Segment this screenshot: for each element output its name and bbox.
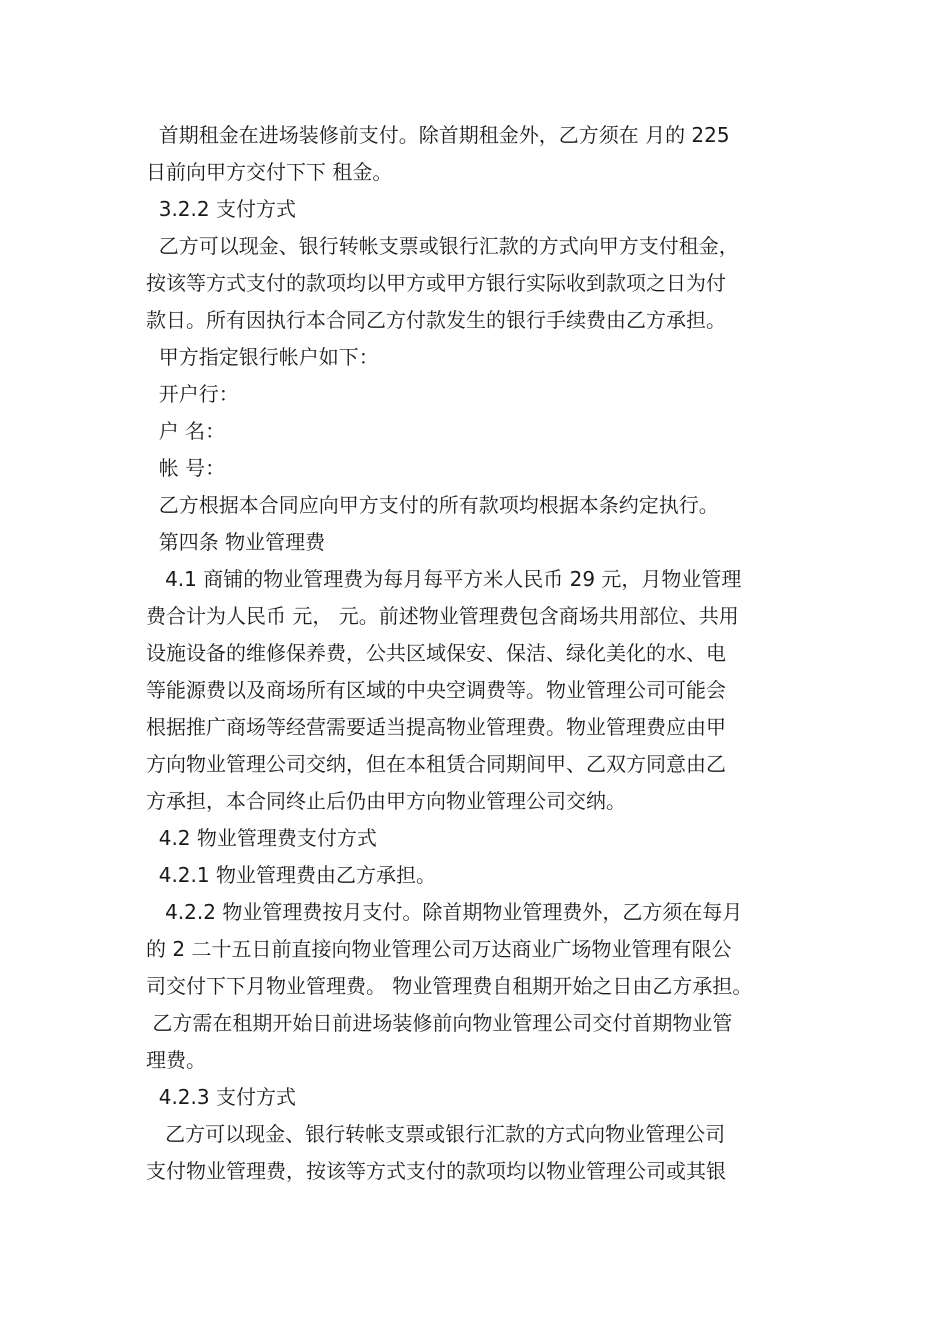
section-heading: 第四条 物业管理费 <box>146 530 326 554</box>
text-line: 理费。 <box>146 1048 206 1072</box>
text-line: 按该等方式支付的款项均以甲方或甲方银行实际收到款项之日为付 <box>146 271 726 295</box>
text-line: 根据推广商场等经营需要适当提高物业管理费。物业管理费应由甲 <box>146 715 726 739</box>
text-line: 4.2.1 物业管理费由乙方承担。 <box>146 863 436 887</box>
text-line: 4.1 商铺的物业管理费为每月每平方米人民币 29 元，月物业管理 <box>146 567 742 591</box>
text-line: 乙方需在租期开始日前进场装修前向物业管理公司交付首期物业管 <box>146 1011 733 1035</box>
text-line: 的 2 二十五日前直接向物业管理公司万达商业广场物业管理有限公 <box>146 937 732 961</box>
text-line: 费合计为人民币 元， 元。前述物业管理费包含商场共用部位、共用 <box>146 604 739 628</box>
section-heading: 3.2.2 支付方式 <box>146 197 296 221</box>
text-line: 乙方可以现金、银行转帐支票或银行汇款的方式向物业管理公司 <box>146 1122 726 1146</box>
text-line: 开户行： <box>146 382 239 406</box>
text-line: 支付物业管理费，按该等方式支付的款项均以物业管理公司或其银 <box>146 1159 726 1183</box>
text-line: 日前向甲方交付下下 租金。 <box>146 160 393 184</box>
text-line: 方向物业管理公司交纳，但在本租赁合同期间甲、乙双方同意由乙 <box>146 752 726 776</box>
text-line: 设施设备的维修保养费，公共区域保安、保洁、绿化美化的水、电 <box>146 641 726 665</box>
text-line: 等能源费以及商场所有区域的中央空调费等。物业管理公司可能会 <box>146 678 726 702</box>
text-line: 方承担，本合同终止后仍由甲方向物业管理公司交纳。 <box>146 789 626 813</box>
section-heading: 4.2 物业管理费支付方式 <box>146 826 377 850</box>
text-line: 甲方指定银行帐户如下： <box>146 345 379 369</box>
document-body <box>146 117 810 1190</box>
text-line: 乙方可以现金、银行转帐支票或银行汇款的方式向甲方支付租金， <box>146 234 739 258</box>
text-line: 乙方根据本合同应向甲方支付的所有款项均根据本条约定执行。 <box>146 493 719 517</box>
text-line: 户 名： <box>146 419 226 443</box>
section-heading: 4.2.3 支付方式 <box>146 1085 296 1109</box>
text-line: 款日。所有因执行本合同乙方付款发生的银行手续费由乙方承担。 <box>146 308 726 332</box>
text-line: 帐 号： <box>146 456 226 480</box>
text-line: 首期租金在进场装修前支付。除首期租金外，乙方须在 月的 225 <box>146 123 730 147</box>
text-line: 司交付下下月物业管理费。 物业管理费自租期开始之日由乙方承担。 <box>146 974 753 998</box>
text-line: 4.2.2 物业管理费按月支付。除首期物业管理费外，乙方须在每月 <box>146 900 743 924</box>
